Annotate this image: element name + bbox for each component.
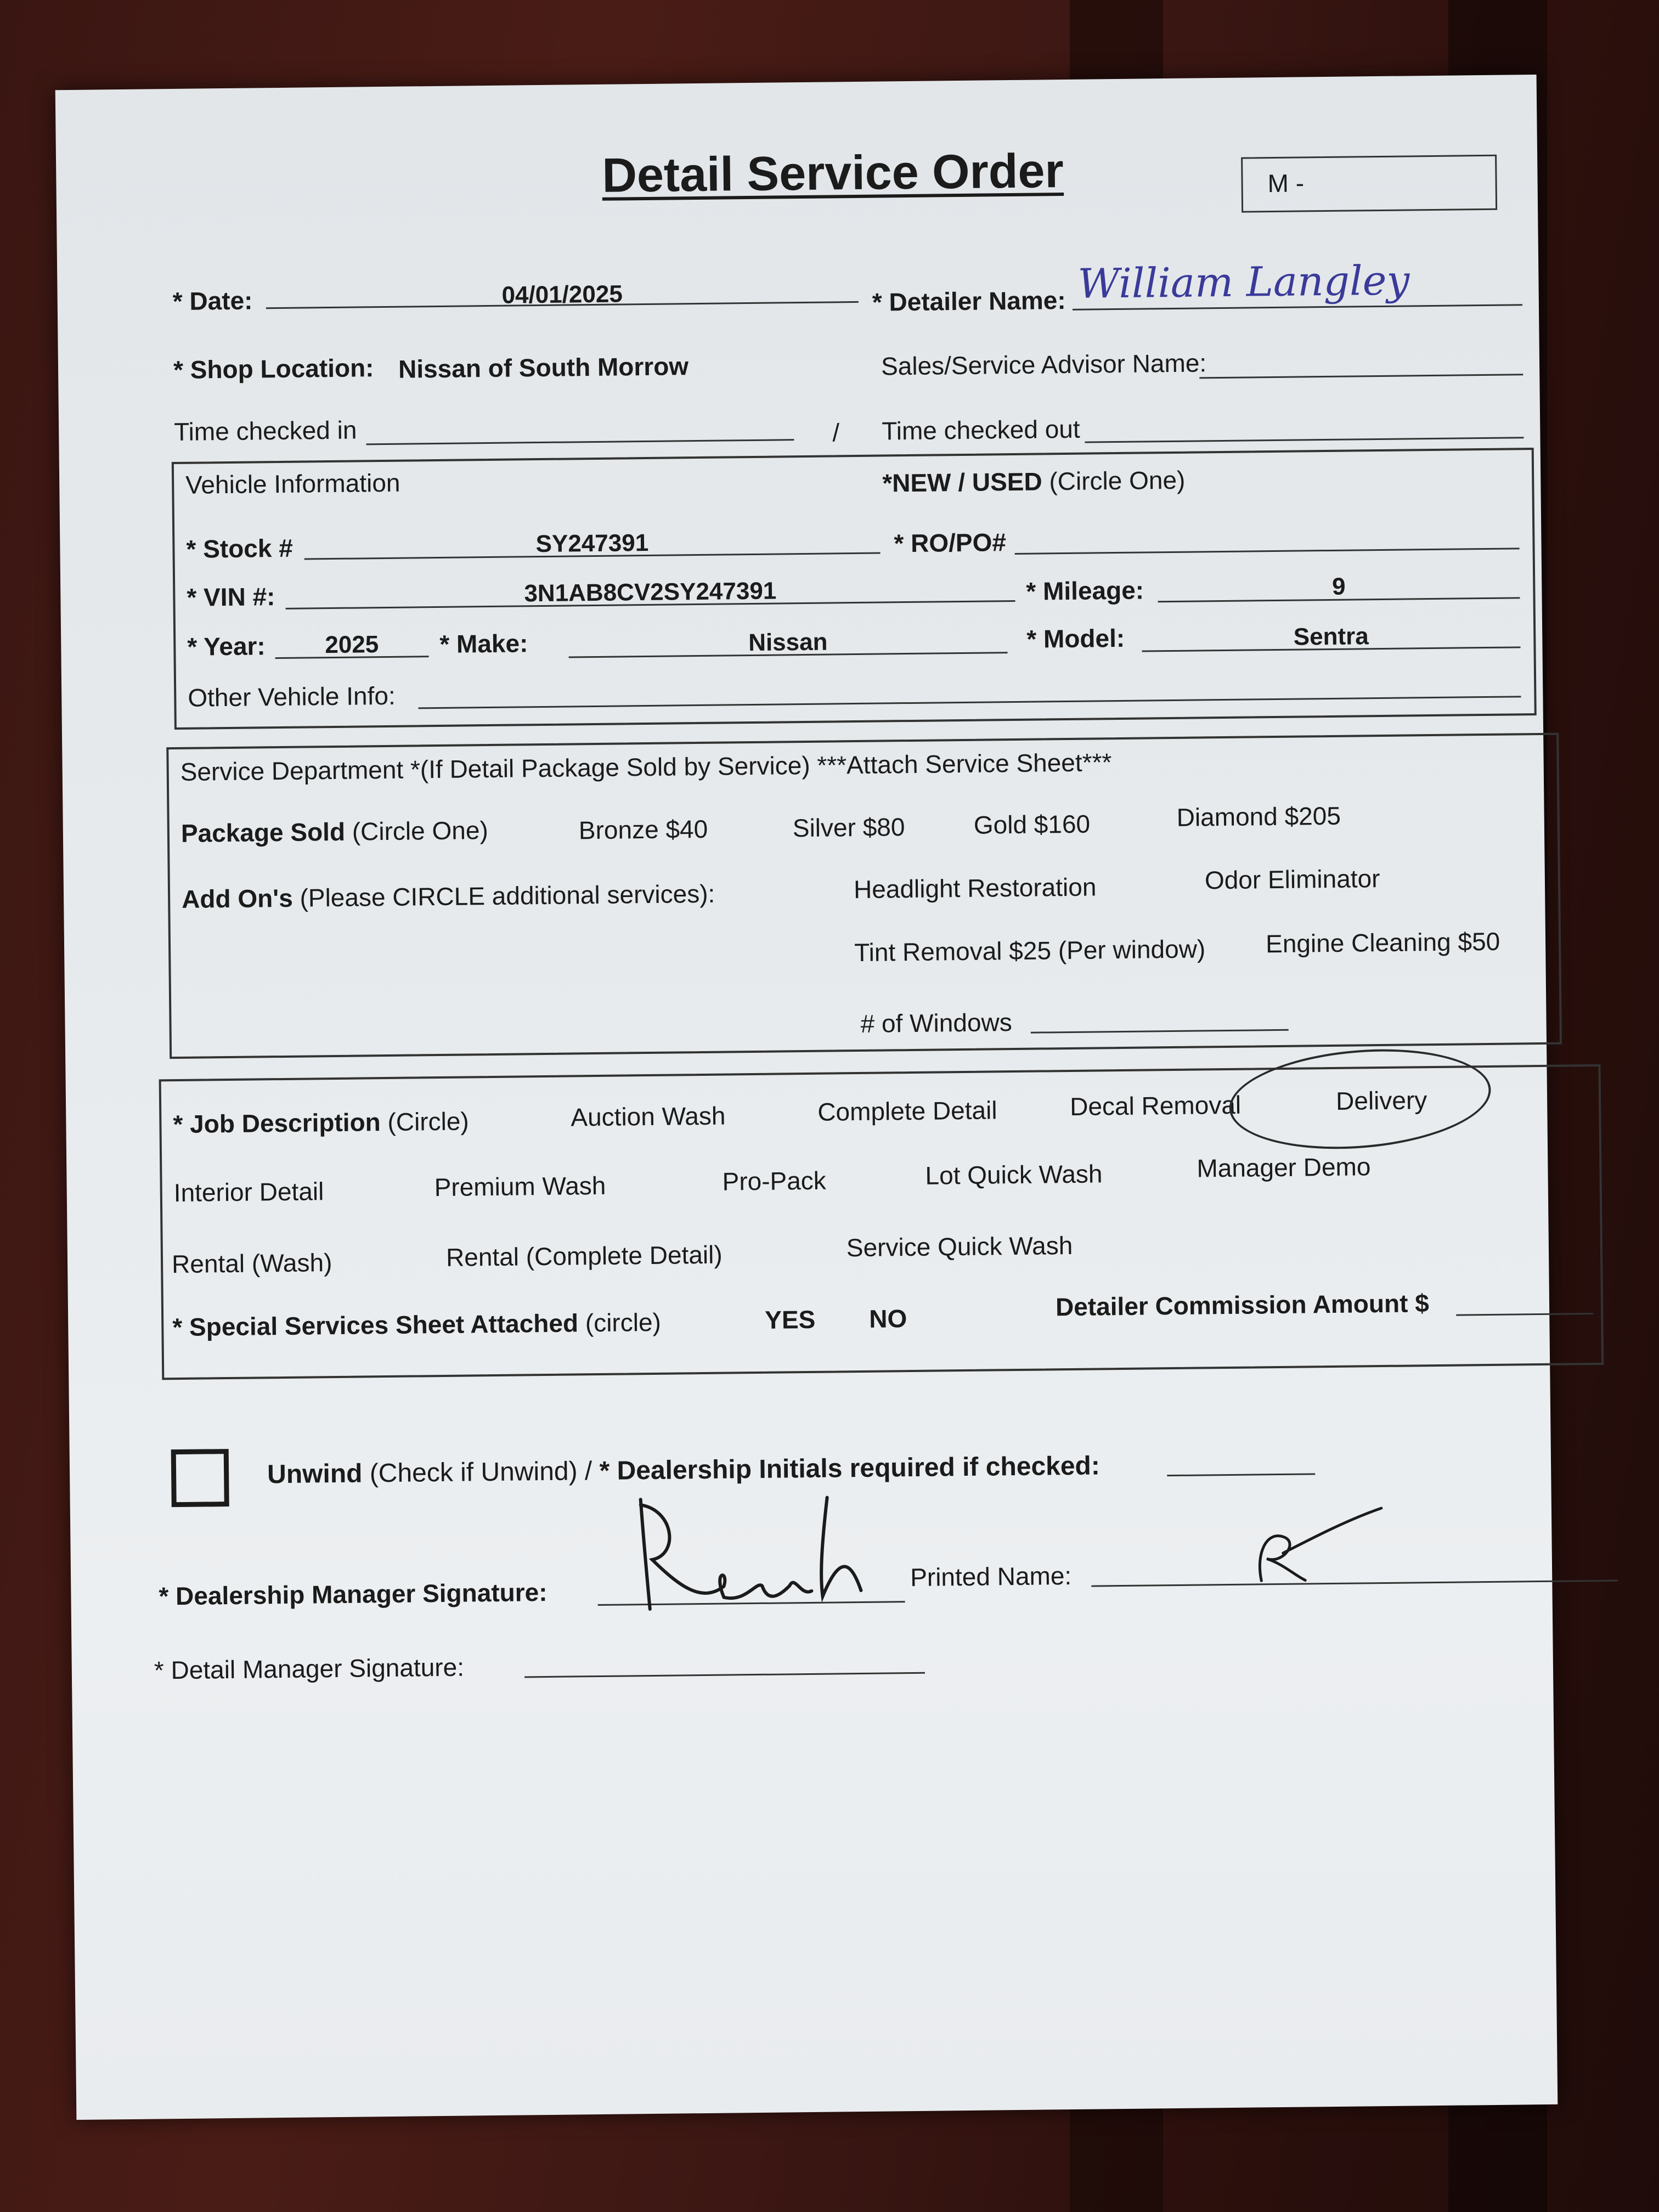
make-label: * Make: bbox=[439, 629, 528, 658]
package-diamond: Diamond $205 bbox=[1176, 801, 1341, 832]
vehicle-info-heading: Vehicle Information bbox=[185, 468, 400, 499]
time-in-label: Time checked in bbox=[173, 415, 357, 447]
job-rental-complete-detail: Rental (Complete Detail) bbox=[445, 1240, 723, 1272]
addon-engine-cleaning: Engine Cleaning $50 bbox=[1265, 927, 1500, 958]
time-out-label: Time checked out bbox=[882, 414, 1080, 445]
make-value: Nissan bbox=[748, 628, 828, 657]
special-services-circle-note: (circle) bbox=[585, 1307, 662, 1338]
other-vehicle-info-label: Other Vehicle Info: bbox=[188, 681, 396, 712]
job-complete-detail: Complete Detail bbox=[817, 1096, 997, 1126]
advisor-name-label: Sales/Service Advisor Name: bbox=[881, 348, 1207, 381]
printed-name-label: Printed Name: bbox=[910, 1561, 1072, 1592]
job-lot-quick-wash: Lot Quick Wash bbox=[925, 1159, 1103, 1190]
add-ons-note: (Please CIRCLE additional services): bbox=[300, 879, 715, 912]
shop-location-value: Nissan of South Morrow bbox=[398, 352, 689, 383]
time-in-line bbox=[366, 439, 794, 445]
new-used-circle-note: (Circle One) bbox=[1049, 465, 1186, 496]
stock-label: * Stock # bbox=[186, 533, 294, 563]
add-ons-prompt bbox=[182, 879, 715, 914]
job-rental-wash: Rental (Wash) bbox=[171, 1248, 332, 1279]
dealership-manager-signature-label: * Dealership Manager Signature: bbox=[159, 1577, 548, 1611]
shop-location-label: * Shop Location: bbox=[173, 353, 374, 385]
package-sold-circle-note: (Circle One) bbox=[352, 816, 489, 846]
package-gold: Gold $160 bbox=[973, 809, 1091, 839]
add-ons-label: Add On's bbox=[181, 883, 294, 913]
job-delivery: Delivery bbox=[1335, 1086, 1427, 1115]
mileage-value: 9 bbox=[1331, 573, 1346, 600]
job-service-quick-wash: Service Quick Wash bbox=[846, 1231, 1073, 1262]
job-description-prompt bbox=[173, 1106, 469, 1139]
special-services-label: * Special Services Sheet Attached bbox=[172, 1308, 579, 1342]
dealership-manager-signature-scribble bbox=[629, 1475, 894, 1620]
time-out-line bbox=[1085, 437, 1524, 443]
job-decal-removal: Decal Removal bbox=[1069, 1090, 1242, 1121]
package-bronze: Bronze $40 bbox=[578, 814, 708, 845]
year-label: * Year: bbox=[187, 631, 266, 661]
stock-value: SY247391 bbox=[535, 529, 649, 558]
special-services-prompt bbox=[172, 1307, 661, 1342]
job-manager-demo: Manager Demo bbox=[1197, 1152, 1371, 1183]
job-interior-detail: Interior Detail bbox=[173, 1177, 324, 1207]
package-sold-prompt bbox=[181, 815, 488, 848]
model-label: * Model: bbox=[1026, 623, 1125, 653]
order-number-box bbox=[1241, 155, 1497, 213]
special-services-yes: YES bbox=[764, 1305, 816, 1334]
advisor-name-line bbox=[1199, 374, 1523, 379]
date-label: * Date: bbox=[172, 286, 253, 316]
dealership-initials-label: * Dealership Initials required if checked: bbox=[599, 1451, 1101, 1486]
vin-value: 3N1AB8CV2SY247391 bbox=[524, 577, 777, 607]
package-sold-label: Package Sold bbox=[180, 817, 346, 848]
addon-headlight-restoration: Headlight Restoration bbox=[853, 872, 1097, 904]
windows-count-label: # of Windows bbox=[860, 1008, 1012, 1038]
dealership-initials-line bbox=[1167, 1473, 1315, 1476]
new-used-label: *NEW / USED bbox=[882, 467, 1042, 498]
printed-name-initials-scribble bbox=[1250, 1503, 1393, 1592]
time-slash: / bbox=[832, 418, 840, 447]
detail-manager-signature-label: * Detail Manager Signature: bbox=[154, 1652, 465, 1685]
detailer-name-handwritten: William Langley bbox=[1077, 257, 1410, 308]
service-order-sheet bbox=[55, 75, 1558, 2120]
order-number-prefix: M - bbox=[1267, 168, 1305, 198]
job-description-circle-note: (Circle) bbox=[387, 1107, 469, 1136]
unwind-note: (Check if Unwind) / bbox=[369, 1457, 592, 1488]
vin-label: * VIN #: bbox=[187, 582, 275, 612]
job-pro-pack: Pro-Pack bbox=[722, 1166, 827, 1196]
special-services-no: NO bbox=[868, 1304, 907, 1333]
ro-po-label: * RO/PO# bbox=[894, 528, 1007, 558]
mileage-label: * Mileage: bbox=[1026, 575, 1144, 606]
job-premium-wash: Premium Wash bbox=[434, 1171, 606, 1202]
job-auction-wash: Auction Wash bbox=[571, 1101, 726, 1132]
year-value: 2025 bbox=[325, 631, 379, 659]
detail-manager-signature-line bbox=[524, 1672, 925, 1678]
new-used-prompt bbox=[882, 465, 1186, 498]
commission-amount-label: Detailer Commission Amount $ bbox=[1055, 1289, 1430, 1322]
addon-tint-removal: Tint Removal $25 (Per window) bbox=[854, 934, 1206, 967]
model-value: Sentra bbox=[1293, 623, 1369, 651]
job-description-label: * Job Description bbox=[173, 1108, 381, 1139]
unwind-checkbox[interactable] bbox=[171, 1449, 229, 1507]
addon-odor-eliminator: Odor Eliminator bbox=[1204, 864, 1380, 895]
service-department-heading: Service Department *(If Detail Package Sold by Service) ***Attach Service Sheet*** bbox=[180, 748, 1112, 786]
package-silver: Silver $80 bbox=[792, 812, 905, 843]
detailer-name-label: * Detailer Name: bbox=[872, 285, 1066, 317]
unwind-label: Unwind bbox=[267, 1459, 363, 1489]
date-value: 04/01/2025 bbox=[501, 280, 623, 309]
form-title: Detail Service Order bbox=[601, 143, 1064, 202]
